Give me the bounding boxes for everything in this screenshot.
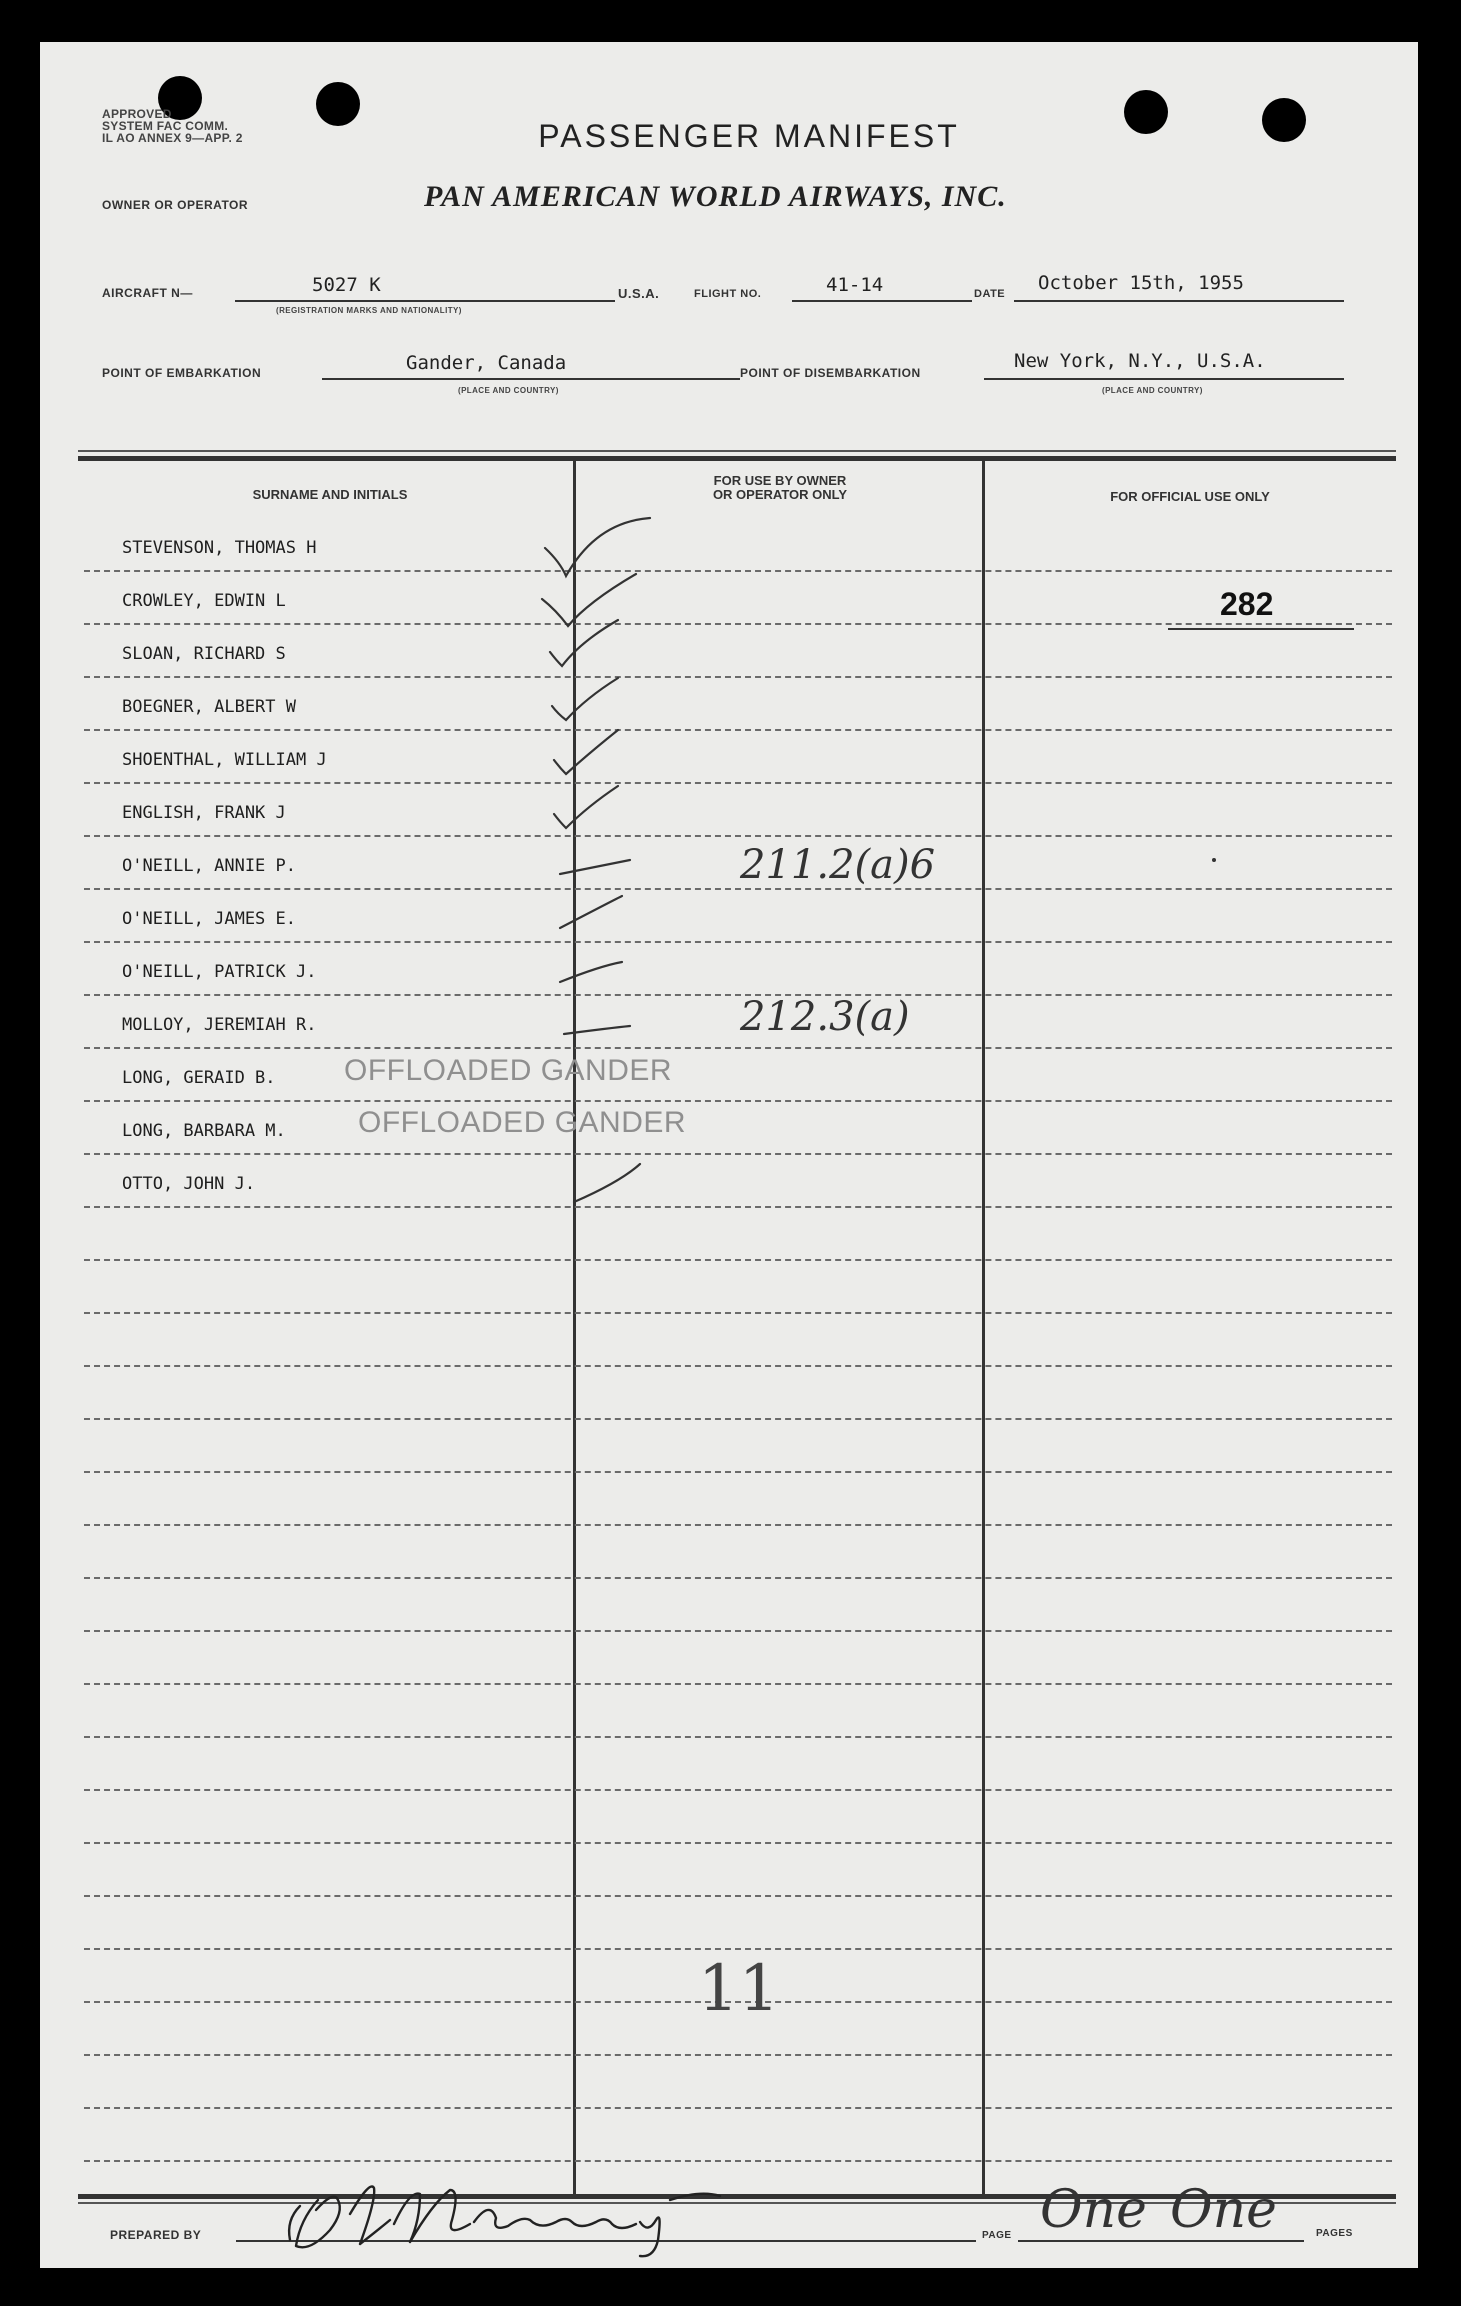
owner-use-header-line: FOR USE BY OWNER [713, 473, 847, 488]
page-title: PASSENGER MANIFEST [538, 118, 960, 154]
table-row-line [84, 1577, 1392, 1579]
page-value: One [1040, 2180, 1147, 2240]
check-mark-icon [560, 962, 622, 982]
check-mark-icon [545, 518, 650, 576]
embarkation-value: Gander, Canada [406, 352, 567, 374]
check-mark-icon [560, 860, 630, 874]
passenger-name: LONG, BARBARA M. [122, 1121, 286, 1141]
check-marks [40, 42, 1418, 1342]
passenger-name: CROWLEY, EDWIN L [122, 591, 286, 611]
passenger-name: ENGLISH, FRANK J [122, 803, 286, 823]
aircraft-label: AIRCRAFT N— [102, 286, 193, 300]
check-mark-icon [550, 620, 618, 666]
owner-use-header-line: OR OPERATOR ONLY [712, 487, 848, 502]
table-row-line [84, 1630, 1392, 1632]
table-row-line [84, 1471, 1392, 1473]
table-row-line [84, 1948, 1392, 1950]
disembarkation-value: New York, N.Y., U.S.A. [1014, 350, 1266, 372]
table-row-line [84, 1736, 1392, 1738]
table-row-line [84, 1895, 1392, 1897]
passenger-name: BOEGNER, ALBERT W [122, 697, 296, 717]
passenger-name: MOLLOY, JEREMIAH R. [122, 1015, 317, 1035]
offloaded-stamp: OFFLOADED GANDER [358, 1106, 687, 1139]
embarkation-label: POINT OF EMBARKATION [102, 366, 262, 380]
page-label: PAGE [982, 2230, 1012, 2241]
date-value: October 15th, 1955 [1038, 272, 1244, 294]
table-row-line [84, 1365, 1392, 1367]
aircraft-value: 5027 K [312, 274, 381, 296]
pages-label: PAGES [1316, 2228, 1353, 2239]
disembarkation-label: POINT OF DISEMBARKATION [740, 366, 921, 380]
handwritten-tally: 11 [698, 1952, 780, 2026]
embarkation-caption: (PLACE AND COUNTRY) [458, 386, 559, 395]
signature-image [260, 2160, 780, 2268]
check-mark-icon [564, 1026, 630, 1034]
check-mark-icon [554, 730, 618, 774]
passenger-name: SLOAN, RICHARD S [122, 644, 286, 664]
table-row-line [84, 1683, 1392, 1685]
passenger-name: LONG, GERAID B. [122, 1068, 276, 1088]
surname-column-header: SURNAME AND INITIALS [252, 487, 408, 502]
manifest-page [40, 42, 1418, 2268]
flight-label: FLIGHT NO. [694, 288, 762, 300]
official-number: 282 [1220, 586, 1274, 622]
approval-line: IL AO ANNEX 9—APP. 2 [102, 131, 243, 145]
official-number-underline [1168, 628, 1354, 630]
passenger-name: OTTO, JOHN J. [122, 1174, 256, 1194]
aircraft-caption: (REGISTRATION MARKS AND NATIONALITY) [276, 306, 462, 315]
ink-dot [1212, 858, 1216, 862]
offloaded-stamp: OFFLOADED GANDER [344, 1054, 673, 1087]
table-row-line [84, 1524, 1392, 1526]
official-use-column-header: FOR OFFICIAL USE ONLY [1110, 489, 1270, 504]
check-mark-icon [552, 678, 618, 720]
table-row-line [84, 1418, 1392, 1420]
date-label: DATE [974, 288, 1006, 300]
handwritten-code: 212.3(a) [740, 994, 910, 1040]
handwritten-code: 211.2(a)6 [740, 842, 936, 888]
check-mark-icon [542, 574, 636, 626]
approval-line: SYSTEM FAC COMM. [102, 119, 229, 133]
passenger-name: O'NEILL, PATRICK J. [122, 962, 317, 982]
flight-value: 41-14 [826, 274, 884, 296]
usa-label: U.S.A. [618, 286, 660, 301]
disembarkation-caption: (PLACE AND COUNTRY) [1102, 386, 1203, 395]
table-row-line [84, 2054, 1392, 2056]
check-mark-icon [560, 896, 622, 928]
passenger-name: STEVENSON, THOMAS H [122, 538, 317, 558]
table-row-line [84, 1789, 1392, 1791]
passenger-name: O'NEILL, JAMES E. [122, 909, 296, 929]
airline-name: PAN AMERICAN WORLD AIRWAYS, INC. [424, 180, 1007, 213]
table-row-line [84, 1842, 1392, 1844]
approval-line: APPROVED [102, 107, 172, 121]
check-mark-icon [554, 786, 618, 828]
owner-label: OWNER OR OPERATOR [102, 198, 249, 212]
passenger-name: O'NEILL, ANNIE P. [122, 856, 296, 876]
check-mark-icon [574, 1164, 640, 1202]
table-row-line [84, 2107, 1392, 2109]
prepared-by-label: PREPARED BY [110, 2228, 202, 2242]
passenger-name: SHOENTHAL, WILLIAM J [122, 750, 327, 770]
page-line [1018, 2240, 1304, 2242]
page-of-value: One [1170, 2180, 1277, 2240]
